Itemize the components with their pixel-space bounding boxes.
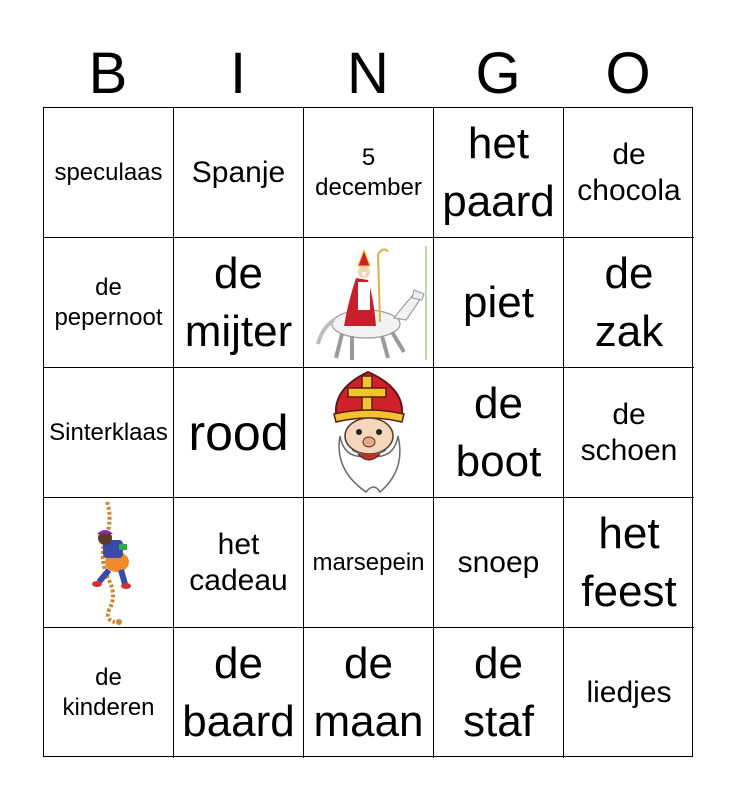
cell-text: de schoen: [580, 397, 678, 467]
cell-text: de chocola: [577, 137, 681, 207]
cell-text: het feest: [581, 508, 677, 616]
bingo-cell[interactable]: [174, 108, 304, 238]
bingo-cell[interactable]: [174, 628, 304, 758]
cell-text: de zak: [594, 248, 664, 356]
bingo-cell[interactable]: [564, 108, 694, 238]
bingo-cell[interactable]: [44, 108, 174, 238]
cell-text: de mijter: [184, 248, 293, 356]
header-letter-g: G: [475, 41, 521, 106]
cell-text: 5 december: [315, 143, 422, 201]
header-letter-n: N: [347, 41, 389, 106]
cell-text: de boot: [455, 378, 542, 486]
cell-text: het cadeau: [189, 527, 288, 597]
bingo-cell[interactable]: [434, 628, 564, 758]
bingo-cell[interactable]: [44, 238, 174, 368]
bingo-cell[interactable]: [434, 368, 564, 498]
bingo-cell-image[interactable]: [304, 238, 434, 368]
bingo-cell-image[interactable]: [304, 368, 434, 498]
cell-text: speculaas: [54, 158, 163, 186]
bingo-cell[interactable]: [174, 238, 304, 368]
bingo-cell[interactable]: [434, 498, 564, 628]
bingo-cell[interactable]: [564, 628, 694, 758]
cell-text: marsepein: [312, 548, 425, 576]
bingo-cell[interactable]: [434, 108, 564, 238]
bingo-cell[interactable]: [304, 628, 434, 758]
header-letter-i: I: [229, 41, 247, 106]
piet-climbing-rope-image: [79, 500, 139, 626]
cell-text: snoep: [457, 545, 540, 579]
bingo-cell[interactable]: [44, 628, 174, 758]
cell-text: Sinterklaas: [49, 418, 168, 446]
cell-text: het paard: [442, 118, 555, 226]
bingo-cell[interactable]: [564, 238, 694, 368]
bingo-cell[interactable]: [564, 368, 694, 498]
cell-text: de kinderen: [62, 664, 155, 721]
cell-text: rood: [188, 404, 289, 461]
bingo-card: [43, 107, 693, 757]
bingo-cell[interactable]: [434, 238, 564, 368]
sinterklaas-on-horse-image: [308, 242, 430, 364]
bingo-cell[interactable]: [304, 108, 434, 238]
cell-text: de maan: [313, 639, 424, 746]
sinterklaas-face-image: [314, 370, 424, 496]
bingo-cell[interactable]: [304, 498, 434, 628]
cell-text: piet: [463, 277, 534, 327]
header-letter-o: O: [605, 41, 651, 106]
bingo-cell[interactable]: [174, 498, 304, 628]
bingo-cell[interactable]: [174, 368, 304, 498]
cell-text: Spanje: [191, 155, 286, 189]
cell-text: de staf: [463, 639, 534, 746]
bingo-cell-image[interactable]: [44, 498, 174, 628]
bingo-cell[interactable]: [564, 498, 694, 628]
cell-text: de baard: [182, 639, 295, 746]
header-letter-b: B: [88, 41, 128, 106]
cell-text: de pepernoot: [54, 273, 163, 331]
cell-text: liedjes: [586, 676, 672, 709]
bingo-header: [43, 42, 693, 106]
bingo-cell[interactable]: [44, 368, 174, 498]
